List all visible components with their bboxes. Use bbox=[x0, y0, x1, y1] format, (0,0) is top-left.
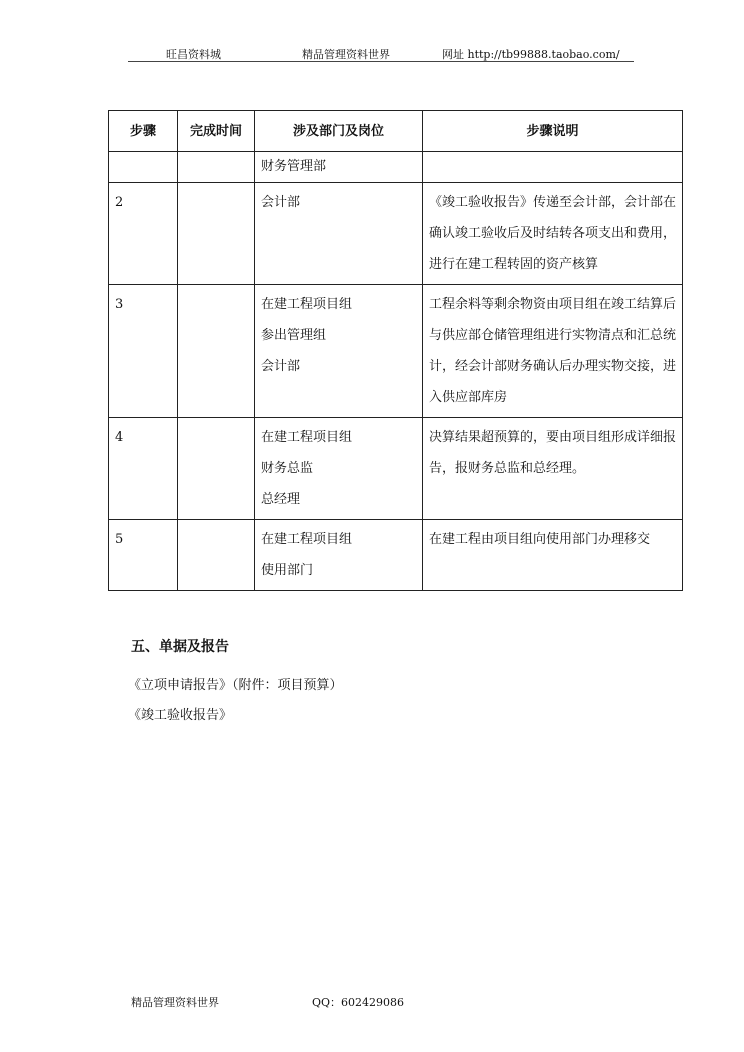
table-row bbox=[109, 520, 683, 591]
dept-cell bbox=[255, 520, 423, 591]
step-cell bbox=[109, 152, 178, 183]
dept-cell bbox=[255, 418, 423, 520]
table-row bbox=[109, 418, 683, 520]
time-cell bbox=[178, 520, 255, 591]
header-divider bbox=[128, 61, 634, 62]
desc-cell: 工程余料等剩余物资由项目组在竣工结算后与供应部仓储管理组进行实物清点和汇总统计，经会计部财务确认后办理实物交接，进入供应部库房 bbox=[423, 285, 683, 418]
col-header-step: 步骤 bbox=[109, 111, 178, 152]
dept-name: 参出管理组 bbox=[261, 328, 327, 343]
dept-name: 在建工程项目组 bbox=[261, 297, 353, 312]
header-right-text: 网址 http://tb99888.taobao.com/ bbox=[442, 48, 620, 61]
dept-name: 在建工程项目组 bbox=[261, 532, 353, 547]
dept-name: 总经理 bbox=[261, 492, 301, 507]
header-left-text: 旺昌资料城 bbox=[166, 48, 221, 61]
desc-cell: 《竣工验收报告》传递至会计部，会计部在确认竣工验收后及时结转各项支出和费用，进行在建工程转固的资产核算 bbox=[423, 183, 683, 285]
dept-name: 在建工程项目组 bbox=[261, 430, 353, 445]
table-row bbox=[109, 152, 683, 183]
dept-cell bbox=[255, 285, 423, 418]
step-cell: 5 bbox=[109, 520, 178, 591]
table-row bbox=[109, 183, 683, 285]
step-cell: 3 bbox=[109, 285, 178, 418]
footer-left-text: 精品管理资料世界 bbox=[131, 996, 219, 1009]
dept-cell bbox=[255, 183, 423, 285]
dept-name: 财务管理部 bbox=[261, 159, 327, 174]
desc-cell bbox=[423, 152, 683, 183]
table-row bbox=[109, 285, 683, 418]
col-header-desc: 步骤说明 bbox=[423, 111, 683, 152]
table-header-row bbox=[109, 111, 683, 152]
report-item: 《竣工验收报告》 bbox=[128, 708, 233, 723]
desc-cell: 决算结果超预算的，要由项目组形成详细报告，报财务总监和总经理。 bbox=[423, 418, 683, 520]
time-cell bbox=[178, 418, 255, 520]
section-title: 五、单据及报告 bbox=[131, 639, 229, 655]
step-cell: 4 bbox=[109, 418, 178, 520]
dept-name: 财务总监 bbox=[261, 461, 314, 476]
col-header-depts: 涉及部门及岗位 bbox=[255, 111, 423, 152]
time-cell bbox=[178, 285, 255, 418]
dept-name: 会计部 bbox=[261, 359, 301, 374]
dept-name: 使用部门 bbox=[261, 563, 314, 578]
footer-right-text: QQ：602429086 bbox=[312, 996, 405, 1009]
col-header-time: 完成时间 bbox=[178, 111, 255, 152]
dept-name: 会计部 bbox=[261, 195, 301, 210]
steps-table bbox=[108, 110, 683, 591]
report-item: 《立项申请报告》（附件：项目预算） bbox=[128, 678, 343, 693]
dept-cell bbox=[255, 152, 423, 183]
step-cell: 2 bbox=[109, 183, 178, 285]
time-cell bbox=[178, 183, 255, 285]
time-cell bbox=[178, 152, 255, 183]
header-middle-text: 精品管理资料世界 bbox=[302, 48, 390, 61]
desc-cell: 在建工程由项目组向使用部门办理移交 bbox=[423, 520, 683, 591]
